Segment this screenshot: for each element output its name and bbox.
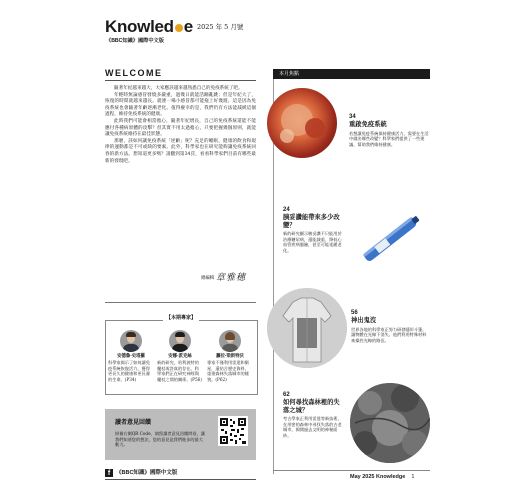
toc-item[interactable] <box>283 392 345 439</box>
toc-desc: 考古學家正利用雷達等新技術，在茂密的森林中尋找失落的古老城市，揭開過去文明的神秘面紗。 <box>283 416 342 438</box>
toc-item[interactable] <box>349 114 429 147</box>
editorial-paragraph: 年輕時無論感冒發燒多嚴重，過幾日就能活蹦亂跳；但是年紀大了，恢復的時間就越來越長。就連一場小感冒都可能拖上好幾週。這是因為免疫系統也會隨著年齡逐漸老化。值得慶幸的是，我們仍有方法能減緩這個過程，維持免疫系統的健康。 <box>105 92 256 118</box>
injection-pen-image <box>353 214 429 264</box>
contributor-name: 安德魯·史塔羅 <box>117 354 145 359</box>
brand-subtitle: 《BBC知識》國際中文版 <box>106 38 164 44</box>
feedback-title: 讀者意見回饋 <box>115 419 152 426</box>
toc-desc: 新的研究顯示胰妥讚不只能用於治療糖尿病，還能減重、降低心血管疾病風險，甚至可能延緩老化。 <box>283 231 342 253</box>
contributor-desc: 新的研究，哈利波特的魔杖或許真的存在。科學家們正在研究神經與魔杖之間的關係。(P56) <box>157 359 202 383</box>
facebook-icon: f <box>105 469 113 477</box>
feedback-text: 掃描右側QR Code，填寫讀者意見回饋問卷，讓我們知道您的想法，您的意見是我們進步的最大動力。 <box>115 431 205 448</box>
contributor-desc: 科學家揭示了如何讓免疫系統恢復活力，獲得更長久的健康和更長壽的生命。(P34) <box>108 359 150 383</box>
welcome-title: WELCOME <box>105 68 163 78</box>
immune-cell-image <box>267 88 337 158</box>
brand-logo: Knowled e <box>105 17 193 36</box>
toc-item[interactable] <box>283 207 345 254</box>
contributor-name: 安娜·派克絲 <box>168 354 192 359</box>
divider <box>273 470 430 471</box>
divider <box>105 80 256 81</box>
toc-page-number: 62 <box>283 392 290 398</box>
editorial-paragraph: 此時我們可能會相當擔心，隨著年紀增長，自己的免疫系統還能不能應付各種病原體的攻擊？但其實不用太過擔心，只要把握幾個原則，就能讓免疫系統維持在最佳狀態。 <box>105 118 256 138</box>
toc-desc: 世界各地的科學家正努力研發隱形斗篷，讓物體在光線下消失。他們利用特殊材料來操控光線的路徑。 <box>351 326 427 343</box>
editorial-paragraph: 那麼，該如何讓免疫系統「逆齡」呢？充足的睡眠、健康的飲食和規律的運動都是不可或缺的要素。此外，科學家也在研究能夠讓免疫系統回春的新方法。想知道更多嗎？請翻到第34頁，看看科學家們目前有哪些最新的發現吧。 <box>105 138 256 164</box>
page <box>105 18 430 488</box>
toc-title: 重啟免疫系統 <box>349 121 387 128</box>
toc-desc: 若想讓免疫系統保持健康活力，需要在生活中做出哪些改變？科學家們提供了一些建議，幫助我們維持健康。 <box>349 130 429 147</box>
toc-header: 本月焦點 <box>273 69 430 79</box>
toc-page-number: 56 <box>351 310 358 316</box>
page-footer <box>350 474 414 480</box>
facebook-link[interactable]: f 《BBC知識》國際中文版 <box>105 468 177 477</box>
qr-code-icon[interactable] <box>218 416 248 446</box>
toc-page-number: 24 <box>283 207 290 213</box>
editor-signature: 章雅穗 <box>216 273 247 283</box>
toc-item[interactable] <box>351 310 429 343</box>
toc-title: 如何尋找森林裡的失落之城？ <box>283 399 340 414</box>
toc-title: 神出鬼沒 <box>351 317 377 324</box>
contributor-card <box>207 330 253 383</box>
page-number: 1 <box>411 474 415 480</box>
editorial-paragraph: 隨著年紀越來越大，大家應該越來越熟悉自己的免疫系統了吧。 <box>114 86 243 91</box>
contributors-title: 【本期專家】 <box>163 314 199 321</box>
editorial-body <box>105 86 256 165</box>
toc-page-number: 34 <box>349 114 356 120</box>
avatar <box>169 330 191 352</box>
avatar <box>120 330 142 352</box>
invisibility-jacket-image <box>267 288 347 368</box>
feedback-box <box>105 409 256 460</box>
forest-city-image <box>350 383 430 463</box>
toc-title: 胰妥讚能帶來多少改變？ <box>283 214 340 229</box>
issue-date: 2025 年 5 月號 <box>197 23 244 31</box>
divider <box>105 479 256 480</box>
divider <box>105 302 256 303</box>
editor-label: 總編輯 <box>201 276 215 281</box>
contributor-card <box>108 330 154 383</box>
contributor-name: 蘿拉·梁斯特沃 <box>216 354 244 359</box>
logo-dot-icon <box>175 24 183 32</box>
footer-label: May 2025 Knowledge <box>350 474 406 480</box>
avatar <box>219 330 241 352</box>
contributor-card <box>157 330 203 383</box>
contributor-desc: 專家不僅利用雷達和衛星，還結合歷史資料，重建森林失落城市的樣貌。(P62) <box>207 359 249 383</box>
